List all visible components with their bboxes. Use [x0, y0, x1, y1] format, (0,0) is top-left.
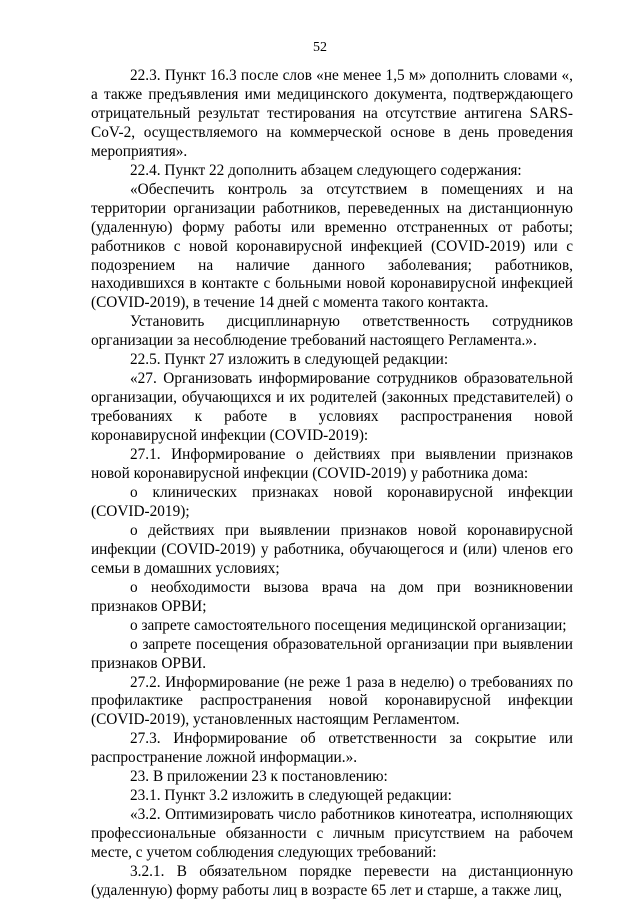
paragraph-23: 23. В приложении 23 к постановлению:: [130, 768, 388, 786]
list-item-clinical-signs: о клинических признаках новой коронавирусной инфекции (COVID-2019);: [91, 483, 573, 520]
paragraph-27-2: 27.2. Информирование (не реже 1 раза в неделю) о требованиях по профилактике распространения новой коронавирусной инфекции (COVID-2019), установленных настоящим Регламентом.: [91, 673, 573, 729]
paragraph-27: «27. Организовать информирование сотрудников образовательной организации, обучающихся и их родителей (законных представителей) о требованиях к работе в условиях распространения новой коронавирусной инфекции (COVID-2019):: [91, 370, 573, 445]
paragraph-27-3: 27.3. Информирование об ответственности за сокрытие или распространение ложной информации.».: [91, 730, 573, 767]
list-item-no-self-visit: о запрете самостоятельного посещения медицинской организации;: [130, 616, 567, 634]
page-number: 52: [313, 40, 327, 55]
paragraph-3-2: «3.2. Оптимизировать число работников кинотеатра, исполняющих профессиональные обязанности с личным присутствием на рабочем месте, с учетом соблюдения следующих требований:: [91, 806, 573, 862]
paragraph-22-5: 22.5. Пункт 27 изложить в следующей редакции:: [130, 351, 449, 369]
paragraph-22-3: 22.3. Пункт 16.3 после слов «не менее 1,5 м» дополнить словами «, а также предъявления ими медицинского документа, подтверждающего отрицательный результат тестирования на отсутствие антигена SARS-CoV-2, осуществляемого на коммерческой основе в день проведения мероприятия».: [91, 67, 573, 160]
paragraph-3-2-1: 3.2.1. В обязательном порядке перевести на дистанционную (удаленную) форму работы лиц в возрасте 65 лет и старше, а также лиц,: [91, 863, 573, 899]
document-body: [91, 67, 573, 901]
paragraph-27-1: 27.1. Информирование о действиях при выявлении признаков новой коронавирусной инфекции (COVID-2019) у работника дома:: [91, 446, 573, 483]
list-item-actions: о действиях при выявлении признаков новой коронавирусной инфекции (COVID-2019) у работника, обучающегося и (или) членов его семьи в домашних условиях;: [91, 521, 573, 577]
paragraph-23-1: 23.1. Пункт 3.2 изложить в следующей редакции:: [130, 787, 452, 805]
list-item-no-school-visit: о запрете посещения образовательной организации при выявлении признаков ОРВИ.: [91, 635, 573, 672]
paragraph-22-4: 22.4. Пункт 22 дополнить абзацем следующего содержания:: [130, 161, 522, 179]
paragraph-discipline: Установить дисциплинарную ответственность сотрудников организации за несоблюдение требований настоящего Регламента.».: [91, 313, 573, 350]
list-item-doctor-call: о необходимости вызова врача на дом при возникновении признаков ОРВИ;: [91, 578, 573, 615]
paragraph-control-quote: «Обеспечить контроль за отсутствием в помещениях и на территории организации работников, переведенных на дистанционную (удаленную) форму работы или временно отстраненных от работы; работников с новой коронавирусной инфекцией (COVID-2019) или с подозрением на наличие данного заболевания; работников, находившихся в контакте с больными новой коронавирусной инфекцией (COVID-2019), в течение 14 дней с момента такого контакта.: [91, 180, 573, 312]
